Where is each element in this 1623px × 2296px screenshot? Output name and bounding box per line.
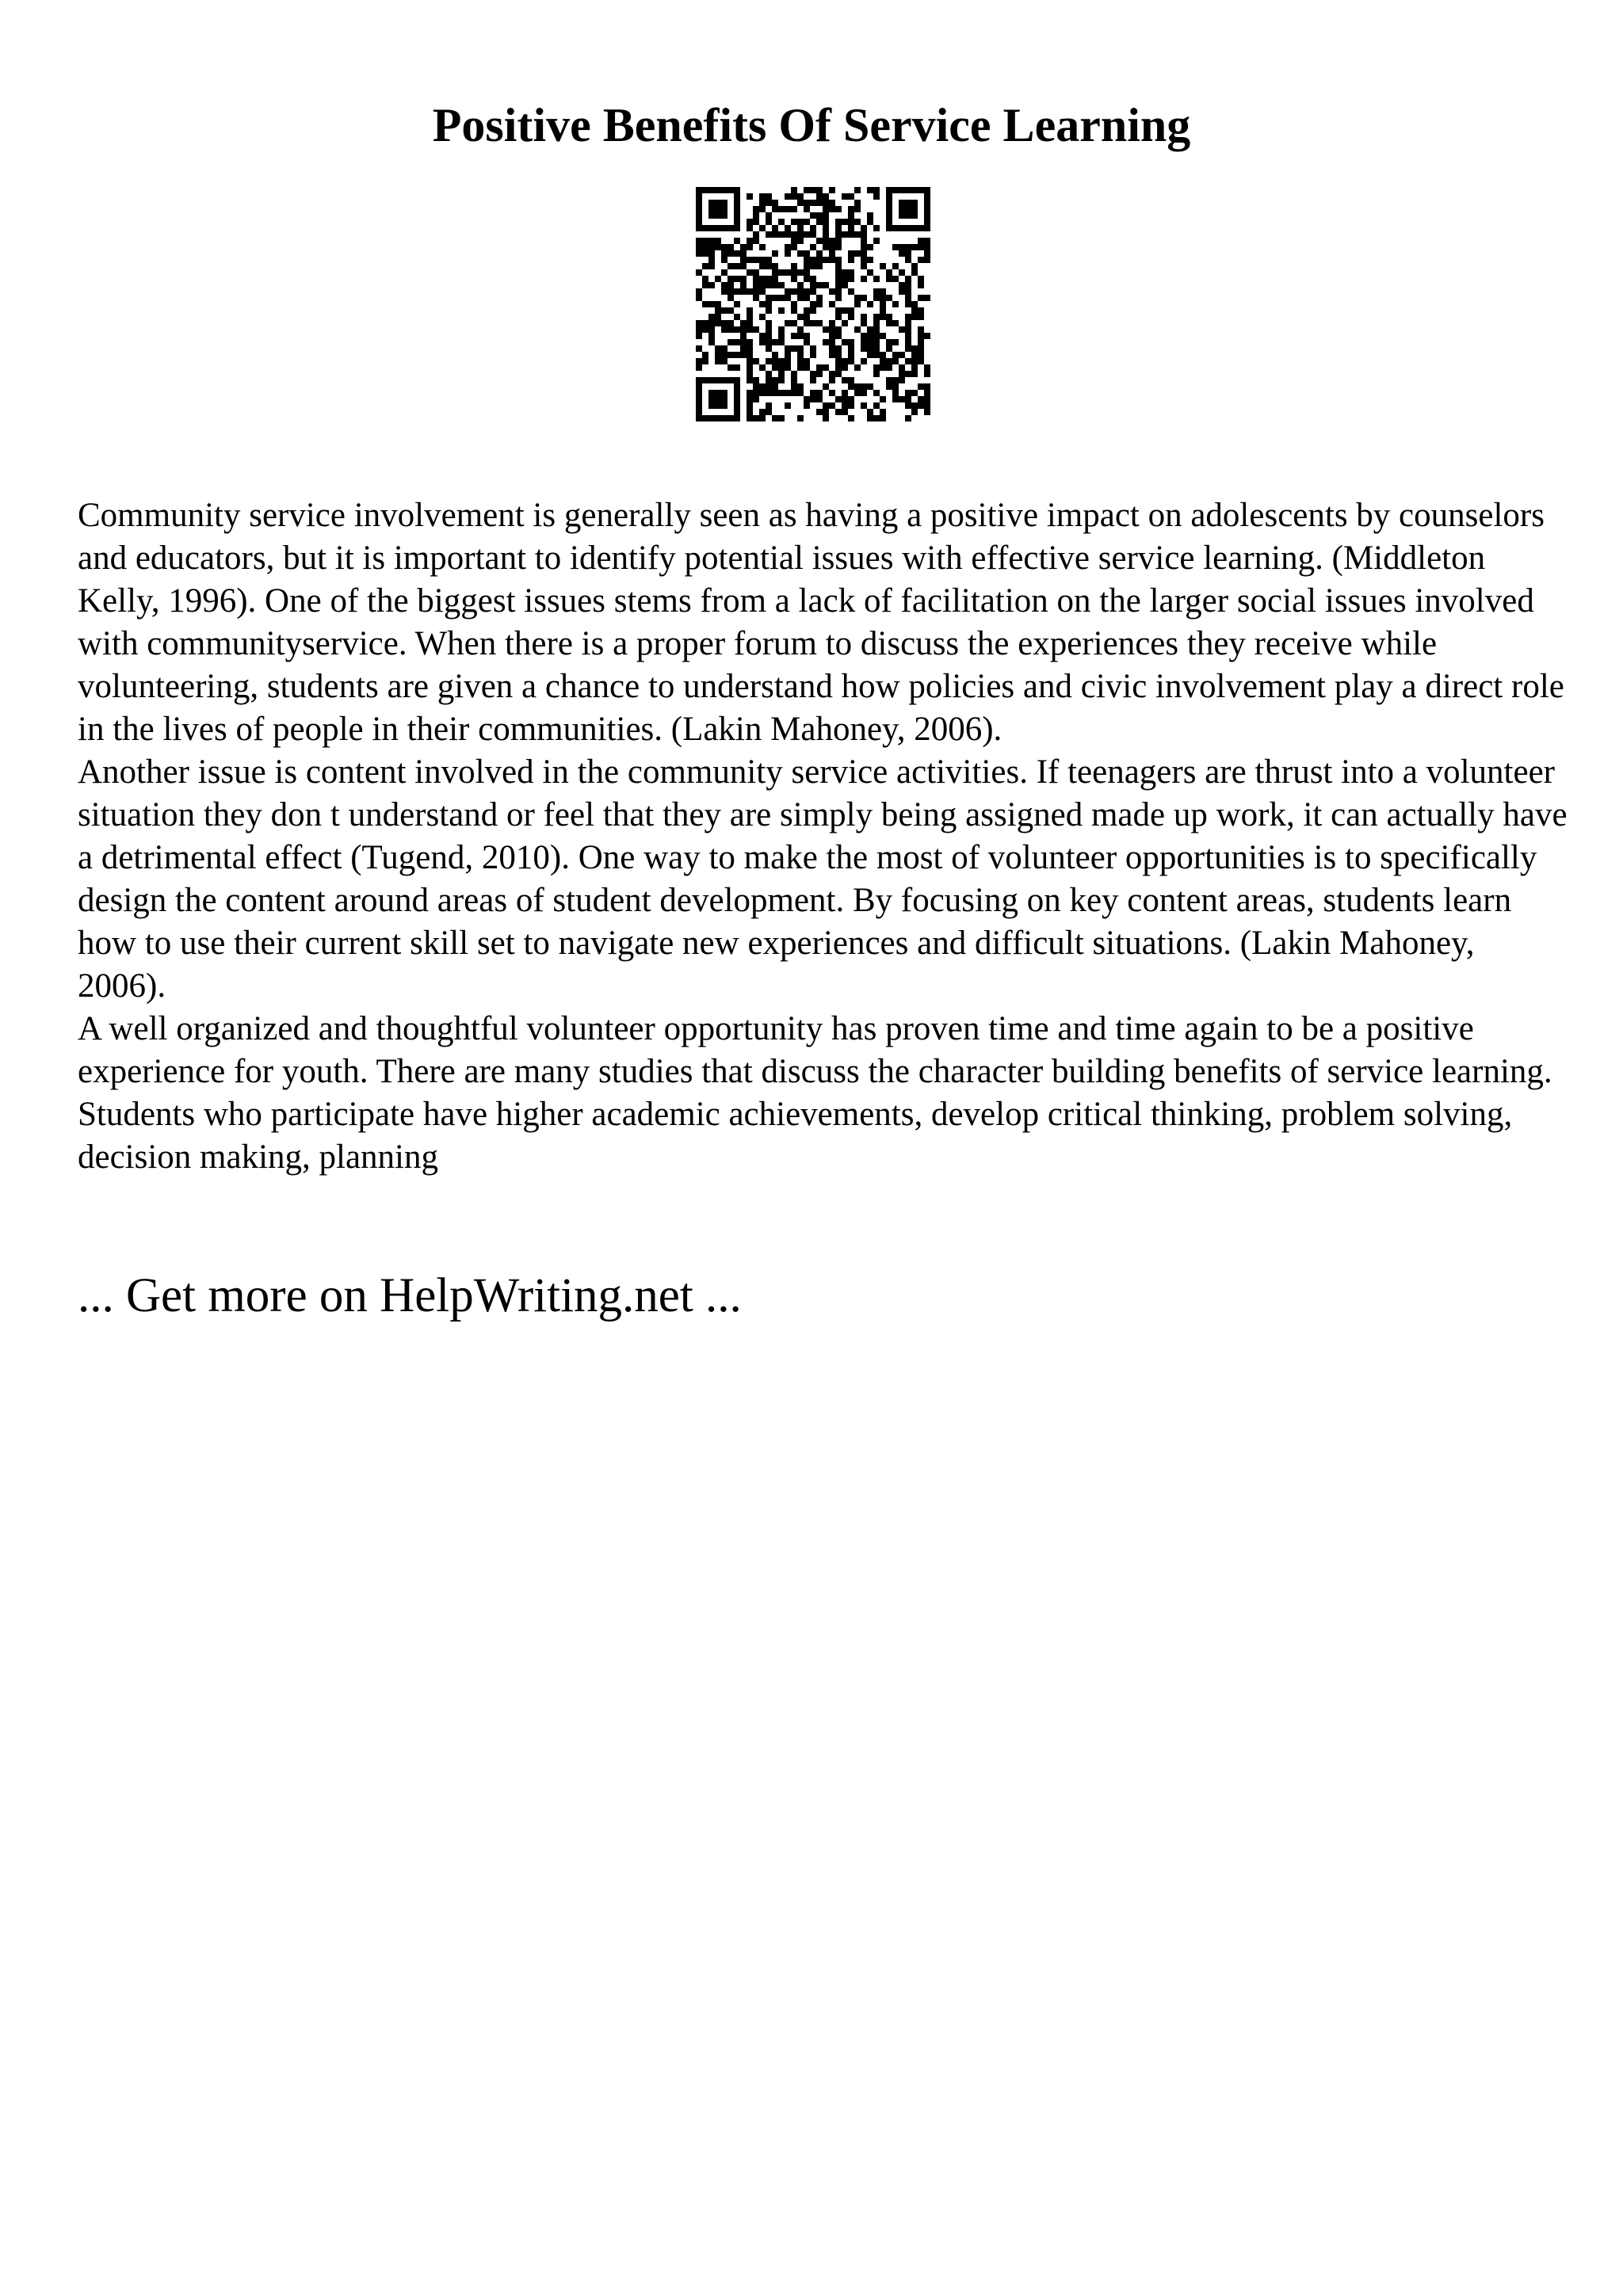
paragraph-3: A well organized and thoughtful volunteer opportunity has proven time and time again to be a positive experience for youth. There are many studies that discuss the character building benefits of service learning. Students who participate have higher academic achievements, develop critical thinking, problem solving, decision making, planning (78, 1010, 1552, 1176)
paragraph-1: Community service involvement is generally seen as having a positive impact on adolescents by counselors and educators, but it is important to identify potential issues with effective service learning. (Middleton Kelly, 1996). One of the biggest issues stems from a lack of facilitation on the larger social issues involved with communityservice. When there is a proper forum to discuss the experiences they receive while volunteering, students are given a chance to understand how policies and civic involvement play a direct role in the lives of people in their communities. (Lakin Mahoney, 2006). (78, 497, 1564, 748)
get-more-link[interactable]: ... Get more on HelpWriting.net ... (78, 1269, 742, 1322)
paragraph-2: Another issue is content involved in the community service activities. If teenagers are thrust into a volunteer situation they don t understand or feel that they are simply being assigned made up work, it can actually have a detrimental effect (Tugend, 2010). One way to make the most of volunteer opportunities is to specifically design the content around areas of student development. By focusing on key content areas, students learn how to use their current skill set to navigate new experiences and difficult situations. (Lakin Mahoney, 2006). (78, 753, 1568, 1005)
document-title: Positive Benefits Of Service Learning (432, 99, 1191, 151)
qr-code-icon[interactable] (696, 187, 930, 421)
body-text (78, 494, 1568, 1179)
